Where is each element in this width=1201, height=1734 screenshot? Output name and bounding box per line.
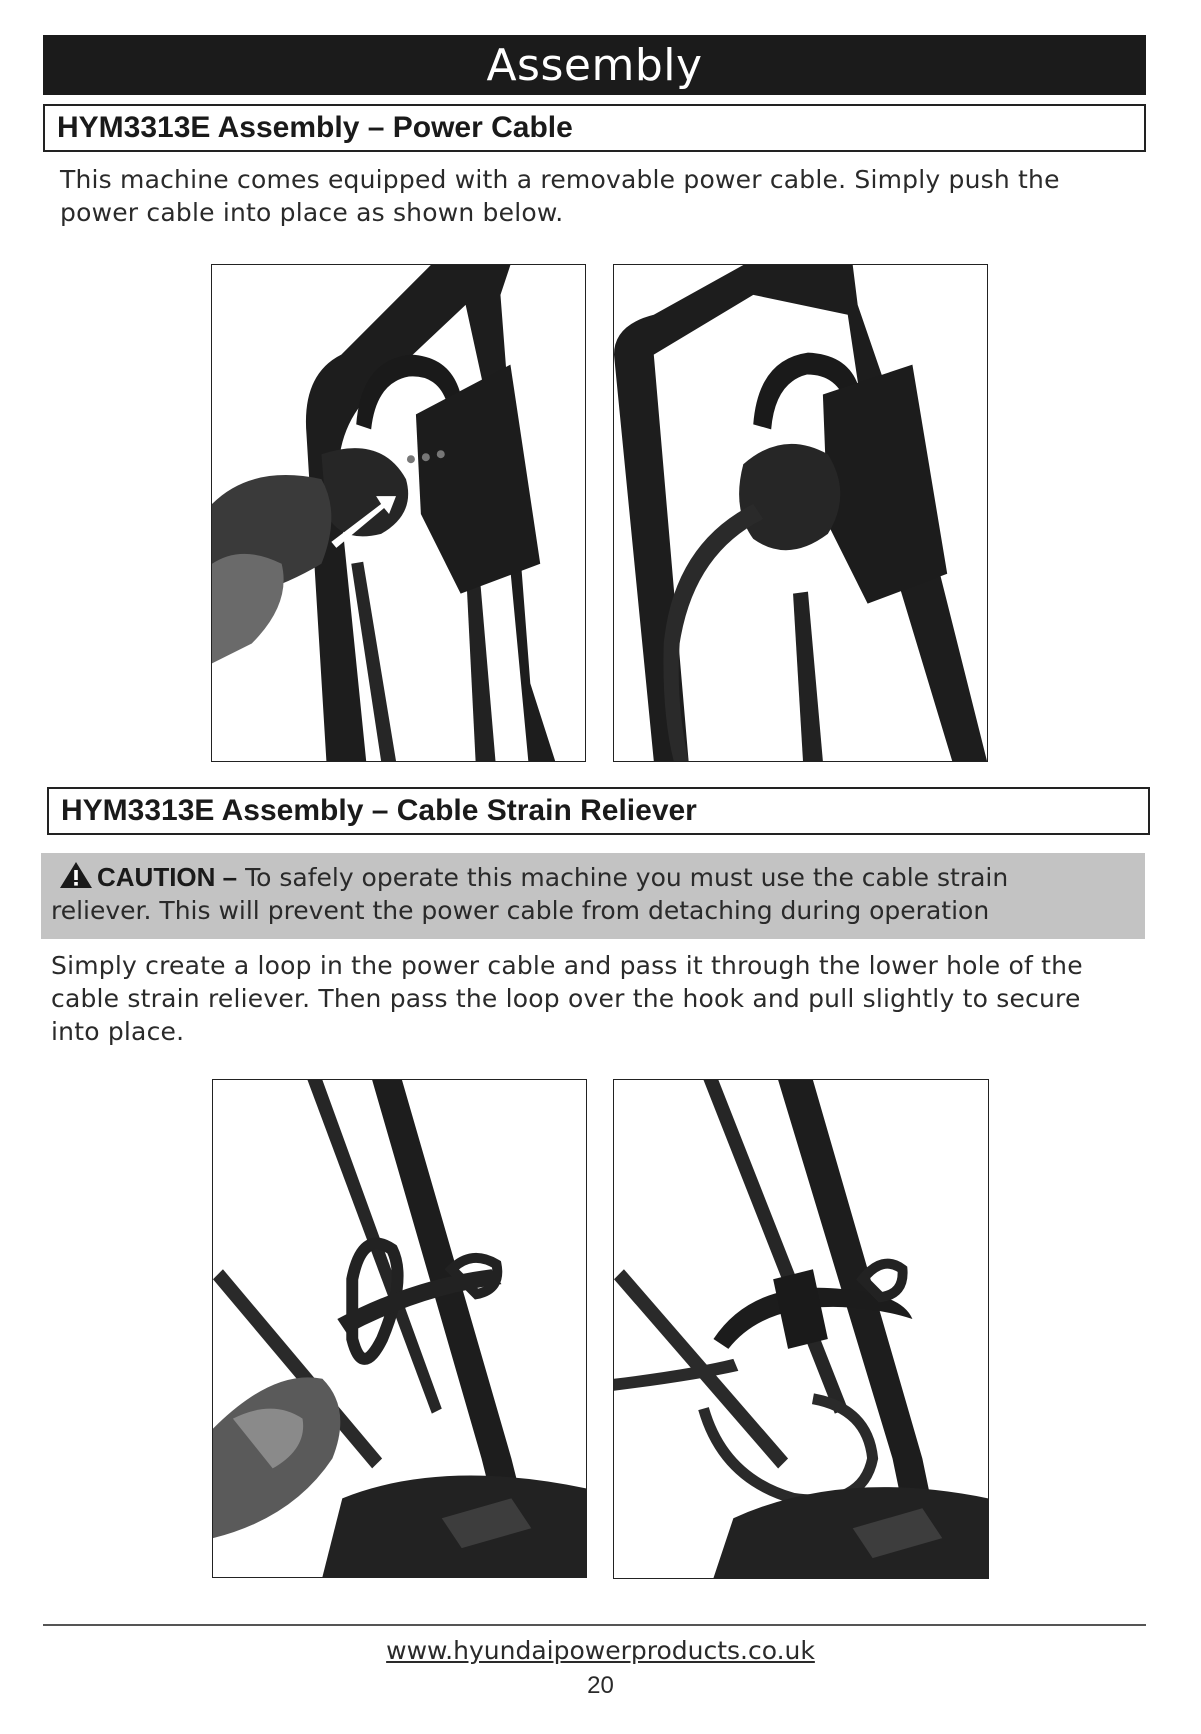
photo-plug-insertion (211, 264, 586, 762)
strain-reliever-instructions (51, 949, 1151, 1048)
paragraph-line: Simply create a loop in the power cable and pass it through the lower hole of the (51, 951, 1083, 980)
page-banner-title: Assembly (43, 35, 1146, 95)
photo-plug-inserted (613, 264, 988, 762)
caution-line (51, 861, 1135, 894)
section-heading-cable-strain-reliever: HYM3313E Assembly – Cable Strain Reliever (47, 787, 1150, 835)
photo-cable-loop-forming (212, 1079, 587, 1578)
warning-triangle-icon (59, 861, 93, 889)
photo-cable-loop-secured (613, 1079, 989, 1579)
caution-label: CAUTION – (97, 862, 238, 892)
power-cable-instructions (60, 163, 1140, 229)
footer-website-link[interactable]: www.hyundaipowerproducts.co.uk (386, 1636, 815, 1665)
paragraph-line: power cable into place as shown below. (60, 198, 564, 227)
page-number: 20 (587, 1672, 614, 1699)
caution-line: reliever. This will prevent the power cable from detaching during operation (51, 896, 990, 925)
paragraph-line: cable strain reliever. Then pass the loop over the hook and pull slightly to secure (51, 984, 1081, 1013)
section-heading-power-cable: HYM3313E Assembly – Power Cable (43, 104, 1146, 152)
caution-text: To safely operate this machine you must use the cable strain (245, 863, 1009, 892)
caution-notice (41, 853, 1145, 939)
paragraph-line: This machine comes equipped with a removable power cable. Simply push the (60, 165, 1060, 194)
footer-divider (43, 1624, 1146, 1626)
paragraph-line: into place. (51, 1017, 185, 1046)
